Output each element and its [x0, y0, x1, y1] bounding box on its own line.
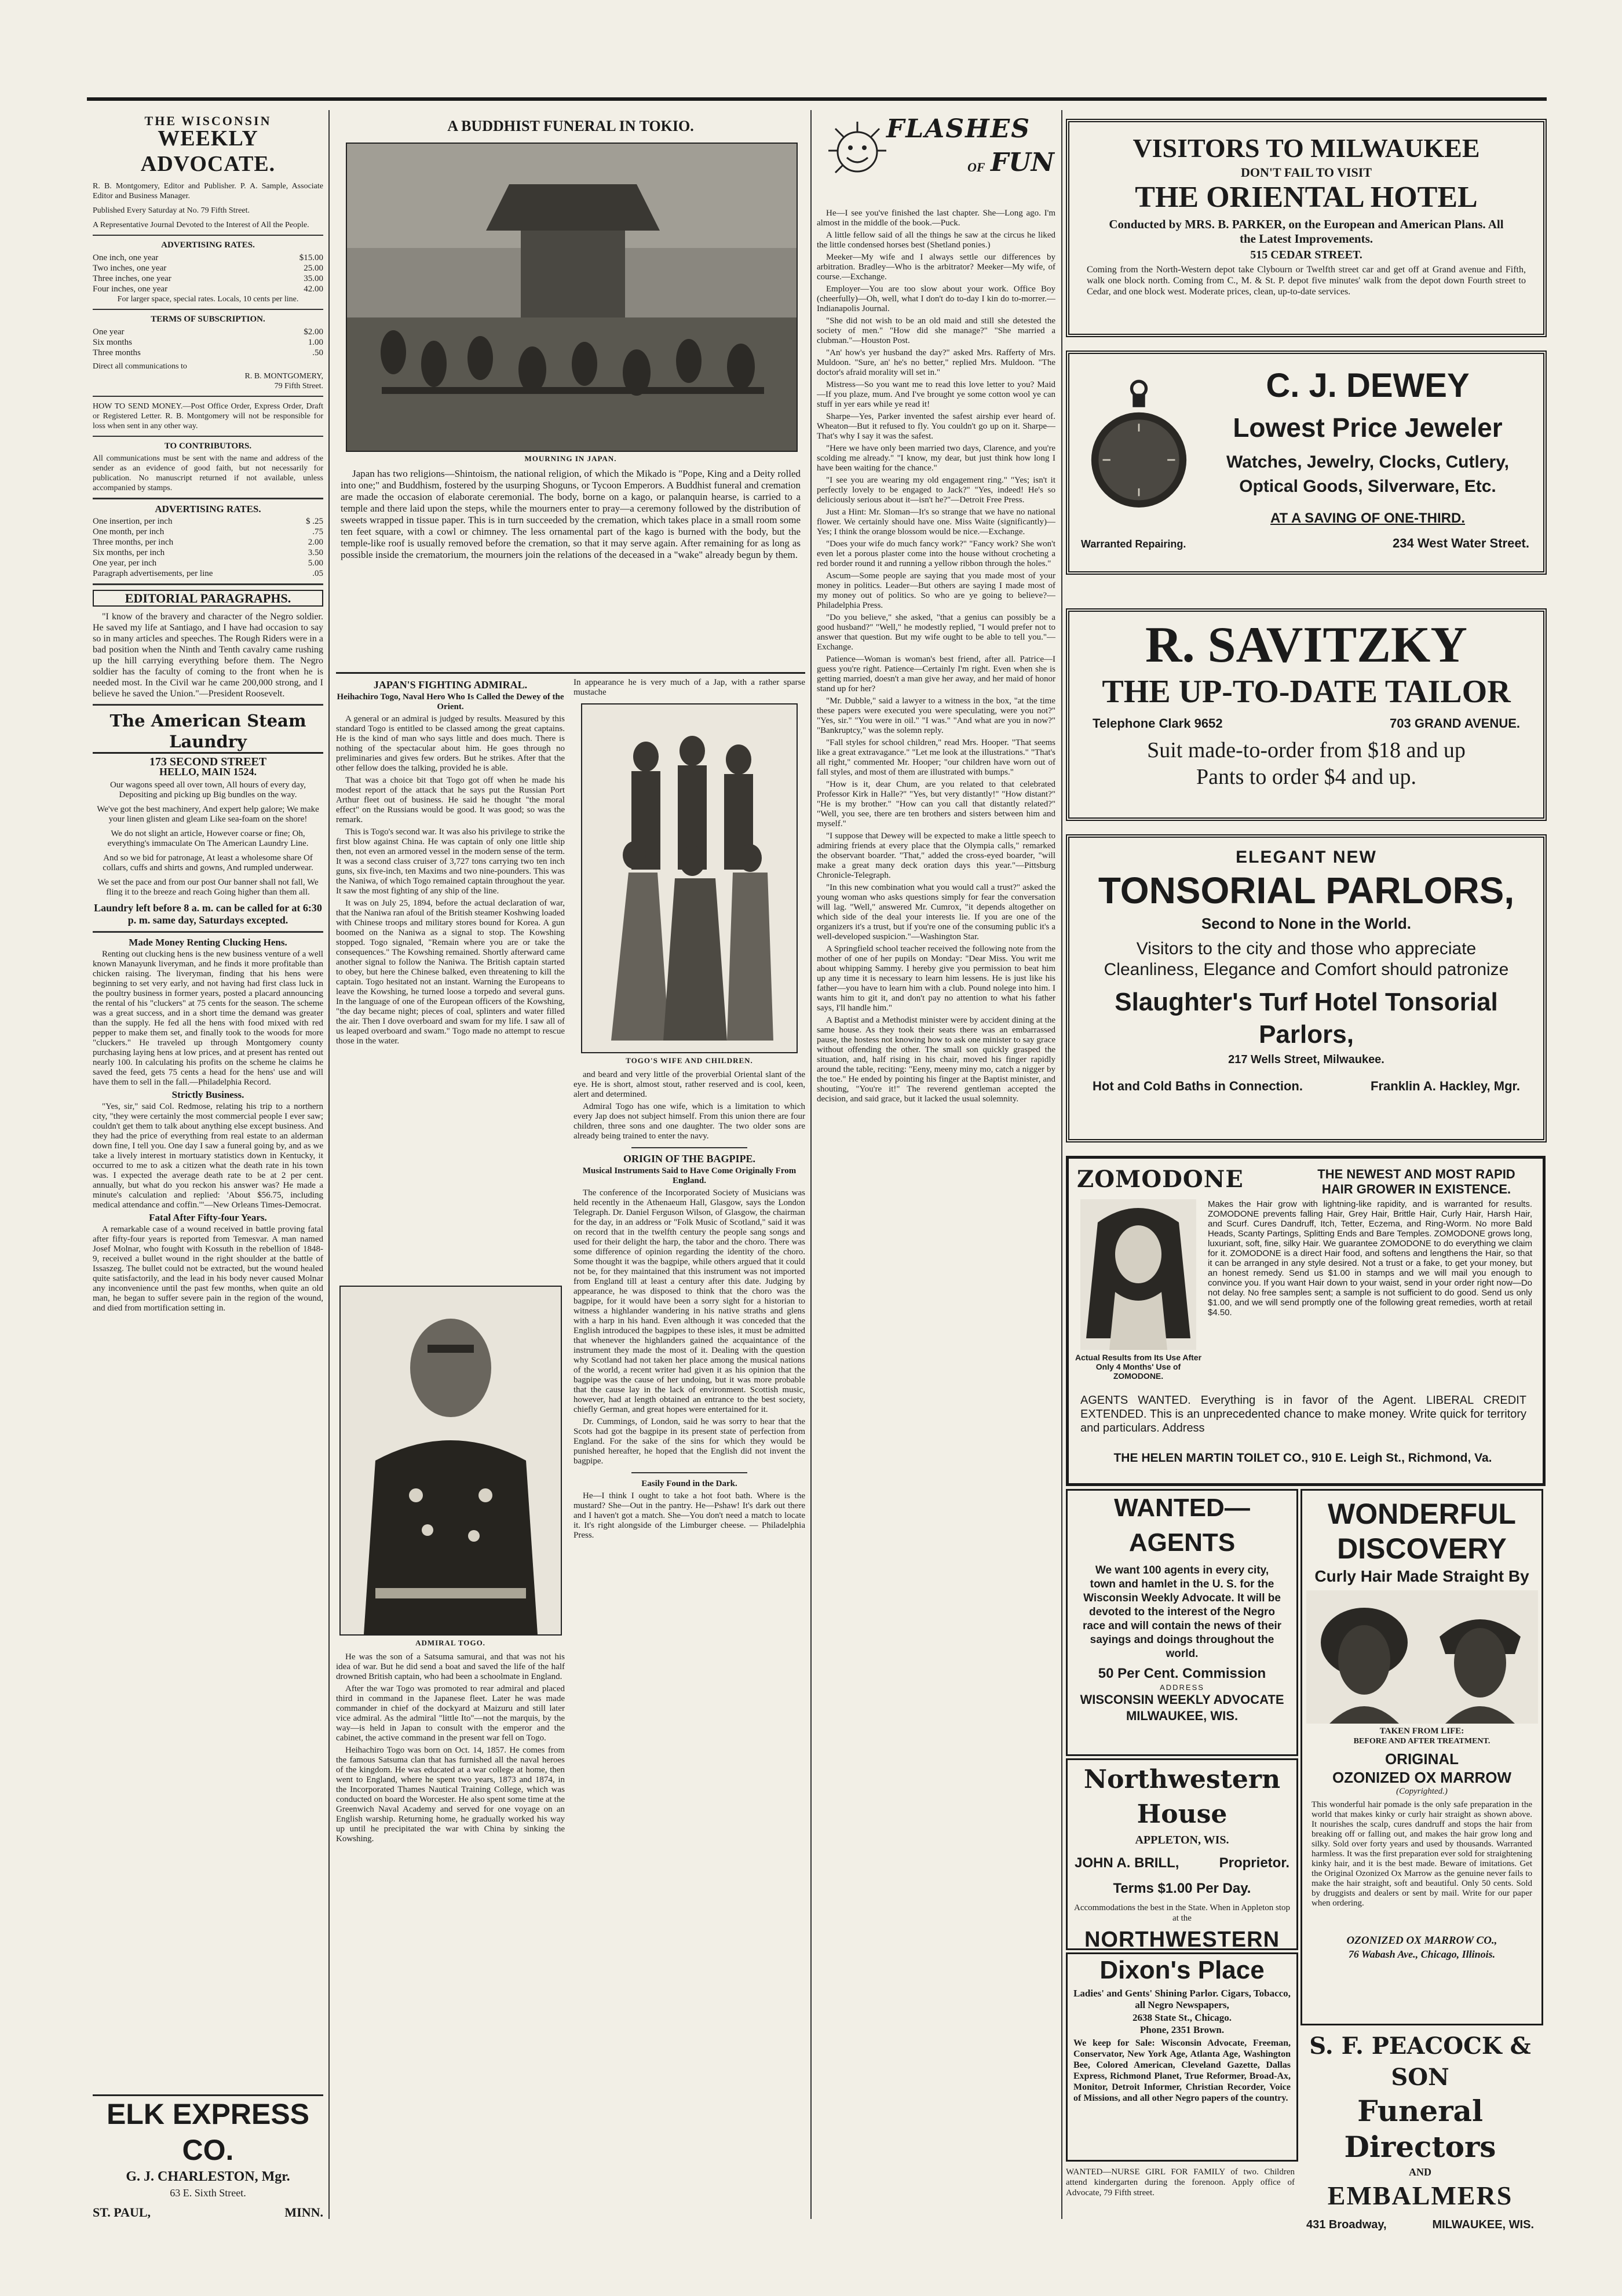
- how-to-send: HOW TO SEND MONEY.—Post Office Order, Express Order, Draft or Registered Letter. R. B. Montgomery will not be responsible for loss when sent in any other way.: [93, 402, 323, 430]
- admiral-p9: and beard and very little of the proverbial Oriental slant of the eye. He is short, almost stout, rather reserved and is cool, keen, alert and determined.: [573, 1070, 805, 1099]
- discovery-l1: WONDERFUL: [1328, 1498, 1516, 1530]
- top-rule: [87, 97, 1547, 101]
- flash-item: A Springfield school teacher received the following note from the mother of one of her pupils on Monday: "Dear Miss. You writ me about whipping Sammy. I hereby give you permission to beat him up any time it is necessary to learn him lessens. He is just like his father—you have to learn him with a club. Pound nolege into him. I wants him to git it, and don't pay no attention to what his father says, I'll handle him.": [817, 944, 1055, 1013]
- admiral-p6: After the war Togo was promoted to rear admiral and placed third in command in the Japanese fleet. Later he was made commander in chief of the dockyard at Maizuru and still later vice admiral. As the admiral "little Ito"—not the marquis, by the way—is held in Japan to consult with the emperor and the cabinet, the active command in the present war fell on Togo.: [336, 1684, 565, 1743]
- dewey-saving: AT A SAVING OF ONE-THIRD.: [1270, 510, 1465, 526]
- agents-wanted-ad: [1066, 1489, 1298, 1756]
- laundry-title: The American Steam Laundry: [93, 710, 323, 754]
- family-portrait-icon: [582, 705, 797, 1052]
- zomodone-caption: Actual Results from Its Use After Only 4 Months' Use of ZOMODONE.: [1075, 1353, 1202, 1381]
- subscription-address: 79 Fifth Street.: [274, 382, 323, 390]
- masthead-title: WEEKLY ADVOCATE.: [140, 126, 276, 176]
- flash-item: Patience—Woman is woman's best friend, after all. Patrice—I guess you're right. Patience—Certainly I'm right. Even when she is getting married, doesn't a man give her away, and her maid of honor stand up for her?: [817, 655, 1055, 693]
- discovery-l3: Curly Hair Made Straight By: [1314, 1567, 1529, 1585]
- before-after-portraits-icon: [1306, 1590, 1538, 1724]
- flash-item: "An' how's yer husband the day?" asked Mrs. Rafferty of Mrs. Muldoon. "Sure, an' he's no better," replied Mrs. Muldoon. "The doctor's afraid morality will set in.": [817, 348, 1055, 377]
- editorial-title: EDITORIAL PARAGRAPHS.: [125, 591, 291, 605]
- flash-item: "Fall styles for school children," read Mrs. Hooper. "That seems like a great extravagance." "Let me look at the illustrations." "That's all right," commented Mr. Hooper; "our children have worn out of fall styles, and most of them are illustrated with bumps.": [817, 738, 1055, 777]
- northwestern-proprietor: JOHN A. BRILL, Proprietor.: [1075, 1855, 1289, 1871]
- tonsorial-l5: Slaughter's Turf Hotel Tonsorial Parlors,: [1115, 988, 1498, 1049]
- admiral-p7: Heihachiro Togo was born on Oct. 14, 1857. He comes from the famous Satsuma clan that has furnished all the naval heroes of the kingdom. He was educated at a war college at home, then went to England, where he spent two years, 1873 and 1874, in the Incorporated Thames Nautical Training College, which was conducted on board the Worcester. He also spent some time at the Greenwich Naval Academy and served for one voyage on an English warship. Returning home, he gradually worked his way up until he precipitated the war with China by sinking the Kowshing.: [336, 1746, 565, 1844]
- subscription-name: R. B. MONTGOMERY,: [244, 372, 323, 381]
- tonsorial-l1: ELEGANT NEW: [1236, 848, 1377, 867]
- editorial-text: "I know of the bravery and character of the Negro soldier. He saved my life at Santiago, and I have had occasion to say so in many articles and speeches. The Rough Riders were in a bad position when the Ninth and Tenth cavalry came rushing up the hill carrying everything before them. The Negro soldier has the faculty of coming to the front when he is needed most. In the Civil war he came 200,000 strong, and I believe he saved the Union."—President Roosevelt.: [93, 612, 323, 699]
- tonsorial-l2: TONSORIAL PARLORS,: [1098, 870, 1515, 911]
- flashes-header: [817, 116, 1055, 209]
- peacock-l2: Funeral Directors: [1344, 2094, 1496, 2164]
- agents-title: WANTED—AGENTS: [1114, 1494, 1250, 1557]
- flashes-title: FLASHES: [886, 116, 1031, 144]
- tonsorial-l6: 217 Wells Street, Milwaukee.: [1228, 1053, 1384, 1066]
- dewey-address: 234 West Water Street.: [1393, 536, 1529, 550]
- dixon-l4: We keep for Sale: Wisconsin Advocate, Freeman, Conservator, New York Age, Atlanta Age, Washington Bee, Colored American, Cleveland Gazette, Dallas Express, Richmond Planet, True Reformer, Broad-Ax, Monitor, Detroit Informer, Christian Recorder, Voice of Missions, and all other Negro papers of the country.: [1073, 2038, 1291, 2103]
- flash-item: "I suppose that Dewey will be expected to make a little speech to admiring friends at every place that the Olympia calls," remarked the observant boarder. "That," added the cross-eyed boarder, "will make a great many deck oration days this year."—Pittsburg Chronicle-Telegraph.: [817, 831, 1055, 880]
- peacock-address: 431 Broadway, MILWAUKEE, WIS.: [1306, 2218, 1534, 2231]
- northwestern-city: APPLETON, WIS.: [1135, 1834, 1229, 1846]
- subscription-direct: Direct all communications to: [93, 362, 187, 371]
- funeral-text: Japan has two religions—Shintoism, the national religion, of which the Mikado is "Pope, King and a Deity rolled into one;" and Buddhism, fostered by the usurping Shoguns, or Tycoon Emperors. A Buddhist funeral and cremation are made the occasion of elaborate ceremonial. The body, borne on a kago, or palanquin hearse, is carried to a temple and there laid upon the steps, while the mourners enter to pray—a ceremony followed by the distribution of sweets wrapped in tissue paper. This is in turn succeeded by the cremation, which takes place in a small room some ten feet square, with a cowl or chimney. The less ornamental part of the kago is burned with the body, but the temple-like roof is usually removed before the cremation, so that it may serve again. After remaining for as long as possible inside the crematorium, the mourners join the relations of the deceased in a "wake" already begun by them.: [341, 468, 801, 560]
- togo-family-illustration: [581, 703, 798, 1053]
- contributors-text: All communications must be sent with the name and address of the sender as an evidence of good faith, but not necessarily for publication. No manuscript returned if not available, unless accompanied by stamps.: [93, 454, 323, 492]
- rate-row: One year $2.00: [93, 327, 323, 337]
- bagpipe-column: [573, 678, 805, 2219]
- savitzky-phone: Telephone Clark 9652: [1093, 716, 1223, 731]
- rate-row: One year, per inch 5.00: [93, 559, 323, 568]
- small-rates-note: For larger space, special rates. Locals, 10 cents per line.: [117, 295, 299, 304]
- flash-item: Ascum—Some people are saying that you made most of your money in politics. Leader—But others are saying I made most of my money out of politics. So who are ye going to believe?—Philadelphia Press.: [817, 571, 1055, 610]
- rate-row: Three inches, one year 35.00: [93, 274, 323, 283]
- dewey-repair: Warranted Repairing.: [1081, 538, 1186, 550]
- editorial-header: [93, 590, 323, 607]
- discovery-co: OZONIZED OX MARROW CO.,: [1346, 1934, 1497, 1947]
- column-rule: [328, 110, 330, 2219]
- elk-address: 63 E. Sixth Street.: [170, 2187, 246, 2199]
- verse: We've got the best machinery, And expert help galore; We make your linen glisten and gleam Like sea-foam on the shore!: [97, 805, 319, 824]
- flashes-of: OF: [967, 160, 985, 174]
- subscription-title: TERMS OF SUBSCRIPTION.: [151, 315, 265, 324]
- agents-commission: 50 Per Cent. Commission: [1098, 1666, 1266, 1681]
- small-rates-table: [93, 253, 323, 294]
- flash-item: A little fellow said of all the things he saw at the circus he liked the little condensed horses best (Shetland ponies.): [817, 231, 1055, 250]
- discovery-copy: (Copyrighted.): [1396, 1787, 1448, 1796]
- flashes-fun: FUN: [991, 148, 1054, 177]
- flash-item: He—I see you've finished the last chapter. She—Long ago. I'm almost in the middle of the book.—Puck.: [817, 209, 1055, 228]
- rate-row: Six months 1.00: [93, 338, 323, 347]
- northwestern-terms: Terms $1.00 Per Day.: [1113, 1881, 1251, 1896]
- fifty-title: Fatal After Fifty-four Years.: [149, 1212, 267, 1223]
- family-caption: TOGO'S WIFE AND CHILDREN.: [626, 1056, 753, 1065]
- northwestern-house-ad: [1066, 1758, 1298, 1950]
- dark-title: Easily Found in the Dark.: [641, 1479, 737, 1488]
- peacock-l3: EMBALMERS: [1327, 2181, 1513, 2210]
- discovery-l2: DISCOVERY: [1337, 1532, 1507, 1565]
- zomodone-head: THE NEWEST AND MOST RAPID HAIR GROWER IN EXISTENCE.: [1317, 1167, 1515, 1196]
- dark-text: He—I think I ought to take a hot foot bath. Where is the mustard? She—Out in the pantry. He—Pshaw! It's dark out there and I haven't got a match. She—You don't need a match to locate it. It's right alongside of the Limburger cheese. — Philadelphia Press.: [573, 1491, 805, 1540]
- rate-row: Paragraph advertisements, per line .05: [93, 569, 323, 578]
- northwestern-name: NORTHWESTERN: [1084, 1928, 1280, 1950]
- masthead-editors: R. B. Montgomery, Editor and Publisher. P. A. Sample, Associate Editor and Business Manager.: [93, 182, 323, 200]
- discovery-text: This wonderful hair pomade is the only safe preparation in the world that makes kinky or curly hair straight as shown above. It nourishes the scalp, cures dandruff and stops the hair from breaking off or falling out, and makes the hair grow long and silky. Sold over forty years and used by thousands. Warranted harmless. It was the first preparation ever sold for straightening kinky hair, and it is the best made. Beware of imitations. Get the Original Ozonized Ox Marrow as the genuine never fails to make the hair straight, soft and beautiful. Only 50 cents. Sold by druggists and dealers or sent by mail. Write for our paper when ordering.: [1312, 1800, 1532, 1908]
- tonsorial-footer: [1093, 1079, 1520, 1094]
- admiral-p3: This is Togo's second war. It was also his privilege to strike the first blow against China. He was captain of only one little ship then, not even an armored vessel in the modern sense of the term. It was a second class cruiser of 3,727 tons carrying two ten inch guns, six five-inch, ten Maxims and two nine-pounders. This was the Naniwa, of which Togo remained captain throughout the year. It saw the most fighting of any ship of the line.: [336, 827, 565, 896]
- funeral-article: [336, 116, 805, 672]
- agents-paper: WISCONSIN WEEKLY ADVOCATE: [1080, 1692, 1284, 1707]
- rate-row: One inch, one year $15.00: [93, 253, 323, 262]
- dewey-jeweler-ad: [1066, 351, 1547, 575]
- oriental-l2: DON'T FAIL TO VISIT: [1240, 165, 1372, 180]
- subscription-table: [93, 327, 323, 358]
- zomodone-text: Makes the Hair grow with lightning-like rapidity, and is warranted for results. ZOMODONE prevents falling Hair, Grey Hair, Brittle Hair, Curly Hair, Harsh Hair, and Scurf. Cures Dandruff, Itch, Tetter, Eczema, and Ring-Worm. No more Bald Heads, Scanty Partings, Splitting Ends and Bare Temples. ZOMODONE grows long, luxuriant, soft, fine, silky Hair. We guarantee ZOMODONE to do everything we claim for it. ZOMODONE is a direct Hair food, and softens and lengthens the Hair, so that it can be arranged in any style desired. Not a trust or a fake, to get your money, but an honest remedy. Send us $1.00 in stamps and we will mail you enough to convince you. If you want Hair down to your waist, send in your order right now—Do not delay. No free samples sent; a sample is not sufficient to do good. Send us only $1.00, and we will send promptly one of the following great remedies, worth at retail $4.50.: [1208, 1199, 1532, 1317]
- dewey-tag: Lowest Price Jeweler: [1233, 413, 1503, 443]
- dixons-place-ad: [1066, 1952, 1298, 2162]
- tonsorial-l7: Hot and Cold Baths in Connection.: [1093, 1079, 1303, 1093]
- rate-row: One month, per inch .75: [93, 527, 323, 536]
- pocket-watch-icon: [1087, 377, 1191, 522]
- laundry-street: 173 SECOND STREET: [149, 755, 267, 768]
- section-rule: [336, 672, 805, 674]
- business-text: "Yes, sir," said Col. Redmose, relating his trip to a northern city, "they were certainly the most commercial people I ever saw; couldn't get them to talk about anything else except business. And they had the price of everything from real estate to an alderman down fine, I tell you. One day I saw a funeral going by, and as we take a lively interest in mortuary statistics down in Kentucky, it occurred to me to ask a citizen what the death rate in his town was. I expected the average death rate to be at 2 per cent. annually, but what do you reckon his answer was? He made a minute's calculation and replied: 'About $56.75, including medical attendance and coffin.'"—New Orleans Times-Democrat.: [93, 1102, 323, 1210]
- flash-item: "I see you are wearing my old engagement ring." "Yes; isn't it perfectly lovely to be engaged to Jack?" "Yes, indeed! He's so deliciously serious about it—isn't he?"—Detroit Free Press.: [817, 476, 1055, 505]
- funeral-illustration: [346, 143, 798, 452]
- savitzky-offer2: Pants to order $4 and up.: [1196, 765, 1416, 789]
- rate-row: Six months, per inch 3.50: [93, 548, 323, 557]
- rate-row: Two inches, one year 25.00: [93, 264, 323, 273]
- oriental-l4: Conducted by MRS. B. PARKER, on the European and American Plans. All the Latest Improvements.: [1109, 217, 1504, 246]
- dewey-name: C. J. DEWEY: [1266, 367, 1470, 404]
- flash-item: Just a Hint: Mr. Sloman—It's so strange that we have no national flower. We certainly should have one. Miss Waite (significantly)—Yes; I think the orange blossom would be nice.—Exchange.: [817, 508, 1055, 536]
- dixon-l2: 2638 State St., Chicago.: [1133, 2012, 1232, 2023]
- laundry-verses: [93, 780, 323, 897]
- dixon-l1: Ladies' and Gents' Shining Parlor. Cigars, Tobacco, all Negro Newspapers,: [1073, 1988, 1291, 2010]
- admiral-title: JAPAN'S FIGHTING ADMIRAL.: [373, 679, 528, 691]
- elk-manager: G. J. CHARLESTON, Mgr.: [126, 2169, 290, 2184]
- oriental-l5: 515 CEDAR STREET.: [1250, 249, 1362, 261]
- oriental-l6: Coming from the North-Western depot take Clybourn or Twelfth street car and get off at Grand avenue and Fifth, walk one block north. Coming from C., M. & St. P. depot five minutes' walk from the depot down Fourth street to Cedar, and one block west. Moderate prices, clean, up-to-date services.: [1087, 265, 1526, 297]
- zomodone-agents: AGENTS WANTED. Everything is in favor of the Agent. LIBERAL CREDIT EXTENDED. This is an unprecedented chance to make money. Write quick for territory and particulars. Address: [1080, 1394, 1526, 1434]
- tonsorial-parlors-ad: [1066, 834, 1547, 1142]
- oriental-l1: VISITORS TO MILWAUKEE: [1133, 133, 1480, 163]
- tonsorial-l3: Second to None in the World.: [1201, 915, 1412, 932]
- admiral-p1: A general or an admiral is judged by results. Measured by this standard Togo is entitled to be classed among the great captains. He is the kind of man who says little and does much. There is nothing of the spectacular about him. He goes through no preliminaries and gives few orders. But he strikes. After that the other fellow does the talking, provided he is able.: [336, 714, 565, 773]
- flash-item: Employer—You are too slow about your work. Office Boy (cheerfully)—Oh, well, what I don't do to-day I kin do to-morrer.—Indianapolis Journal.: [817, 284, 1055, 313]
- peacock-funeral-ad: [1300, 2031, 1540, 2231]
- laundry-notice: Laundry left before 8 a. m. can be called for at 6:30 p. m. same day, Saturdays excepted.: [94, 902, 322, 926]
- savitzky-address: 703 GRAND AVENUE.: [1390, 716, 1520, 731]
- dixon-title: Dixon's Place: [1099, 1956, 1265, 1984]
- verse: Our wagons speed all over town, All hours of every day, Depositing and picking up Big bundles on the way.: [109, 780, 306, 800]
- zomodone-name: ZOMODONE: [1077, 1166, 1244, 1193]
- peacock-and: AND: [1409, 2166, 1431, 2178]
- admiral-portrait-icon: [341, 1287, 561, 1634]
- verse: We set the pace and from our post Our banner shall not fall, We fling it to the breeze and reach Going higher than them all.: [97, 878, 319, 897]
- fifty-text: A remarkable case of a wound received in battle proving fatal after fifty-four years is reported from Temesvar. A man named Josef Molnar, who fought with Kossuth in the rebellion of 1848-9, received a bullet wound in the right shoulder at the battle of Issaszeg. The bullet could not be extracted, but the wound healed quite satisfactorily, and the lead in his body never caused Molnar any inconvenience until the past few months, when quite an old man, he began to suffer severe pain in the region of the wound, and died from mortification setting in.: [93, 1225, 323, 1313]
- dixon-l3: Phone, 2351 Brown.: [1139, 2024, 1225, 2035]
- zomodone-ad: [1066, 1156, 1546, 1486]
- tonsorial-l8: Franklin A. Hackley, Mgr.: [1371, 1079, 1520, 1093]
- admiral-p5: He was the son of a Satsuma samurai, and that was not his idea of war. But he did send a boat and saved the life of the half drowned British captain, who had been a schoolmate in England.: [336, 1652, 565, 1681]
- verse: And so we bid for patronage, At least a wholesome share Of collars, cuffs and shirts and gowns, And rumpled underwear.: [103, 853, 313, 873]
- savitzky-offer1: Suit made-to-order from $18 and up: [1147, 738, 1466, 762]
- flash-item: Mistress—So you want me to read this love letter to you? Maid—If you plaze, mum. And I've brought ye some cotton wool ye can stuff in yer ears while ye read it!: [817, 380, 1055, 409]
- flash-item: "Do you believe," she asked, "that a genius can possibly be a good husband?" "Well," he modestly replied, "I would prefer not to answer that question. But my wife ought to be able to tell you."—Exchange.: [817, 613, 1055, 652]
- admiral-p10: Admiral Togo has one wife, which is a limitation to which every Jap does not subject himself. From this union there are four children, three sons and one daughter. The two older sons are already being trained to enter the navy.: [573, 1102, 805, 1141]
- northwestern-accom: Accommodations the best in the State. When in Appleton stop at the: [1073, 1903, 1290, 1923]
- discovery-orig: ORIGINAL: [1384, 1750, 1459, 1768]
- admiral-p8: In appearance he is very much of a Jap, with a rather sparse mustache: [573, 678, 805, 697]
- masthead-published: Published Every Saturday at No. 79 Fifth Street.: [93, 206, 250, 215]
- savitzky-tailor-ad: [1066, 608, 1547, 821]
- masthead-journal: A Representative Journal Devoted to the Interest of All the People.: [93, 221, 309, 229]
- column-rule: [1061, 110, 1062, 2219]
- flash-item: "How is it, dear Chum, are you related to that celebrated Professor Kirk in Halle?" "Yes, but very distantly!" "How distant?" "He is my brother." "How can you call that distantly related?" "Well, you see, there are ten brothers and sisters between him and myself.": [817, 780, 1055, 828]
- rate-row: Three months .50: [93, 348, 323, 357]
- savitzky-tag: THE UP-TO-DATE TAILOR: [1102, 674, 1511, 710]
- contributors-title: TO CONTRIBUTORS.: [164, 441, 252, 451]
- discovery-before: BEFORE AND AFTER TREATMENT.: [1353, 1737, 1491, 1746]
- masthead-pre: THE WISCONSIN: [144, 116, 272, 128]
- bagpipe-title: ORIGIN OF THE BAGPIPE.: [623, 1153, 756, 1165]
- flash-item: "Mr. Dubble," said a lawyer to a witness in the box, "at the time these papers were executed you were speculating, were you not?" "Yes, sir." "You were in oil." "I was." "And what are you in now?" "Bankruptcy," was the solemn reply.: [817, 696, 1055, 735]
- oriental-l3: THE ORIENTAL HOTEL: [1135, 181, 1478, 214]
- flash-item: A Baptist and a Methodist minister were by accident dining at the same house. As they took their seats there was an embarrassed pause, the hostess not knowing how to ask one minister to say grace without offending the other. The small son quickly grasped the situation, and, half rising in his chair, moved his finger rapidly around the table, reciting: "Eeny, meeny miny mo, catch a nigger by the toe." He ended by pointing his finger at the Baptist minister, and shouting, "You're it!" The reverend gentleman accepted the decision, and said grace, but it lacked the usual solemnity.: [817, 1016, 1055, 1104]
- laundry-phone: HELLO, MAIN 1524.: [159, 766, 257, 777]
- bagpipe-p1: The conference of the Incorporated Society of Musicians was held recently in the Athenaeum Hall, Glasgow, says the London Telegraph. Dr. Daniel Ferguson Wilson, of Glasgow, the chairman for the day, in an address or "Folk Music of Scotland," said it was on record that in the twelfth century the people sang songs and used for their delight the harp, the tabor and the choro. There was some difference of opinion regarding the identity of the choro. Some thought it was the bagpipe, while others argued that it could not be, for they maintained that this instrument was not imported from England till at least a century after this date. Judging by appearance, he was disposed to think that the choro was the bagpipe, for it would have been a sorry sight for a historian to witness a highlander wandering in his native straths and glens with a harp in his hand. Even although it was conceded that the English introduced the bagpipes to these isles, it must be admitted that whenever the highlanders gained the acquaintance of the instrument they made the most of it. Dealing with the question why Scotland had not taken her place among the musical nations of the world, a recent writer had given it as his opinion that the bagpipe was the cause of her undoing, but it was more probable that the cause lay in the lack of environment. Scottish music, however, had at length obtained an entrance to the best society, chiefly German, and great hopes were entertained for it.: [573, 1188, 805, 1414]
- togo-portrait: [339, 1286, 562, 1636]
- bagpipe-p2: Dr. Cummings, of London, said he was sorry to hear that the Scots had got the bagpipe in its present state of perfection from England. For the sake of the sins for which they would be punished hereafter, he hoped that the English did not invent the bagpipe.: [573, 1417, 805, 1466]
- adv-rates-title: ADVERTISING RATES.: [155, 503, 261, 514]
- admiral-subtitle: Heihachiro Togo, Naval Hero Who Is Called the Dewey of the Orient.: [337, 692, 564, 711]
- discovery-name: OZONIZED OX MARROW: [1332, 1769, 1512, 1786]
- flash-item: Meeker—My wife and I always settle our differences by arbitration. Bradley—Who is the arbitrator? Meeker—My wife, of course.—Exchange.: [817, 253, 1055, 282]
- togo-caption: ADMIRAL TOGO.: [415, 1638, 485, 1647]
- discovery-taken: TAKEN FROM LIFE:: [1379, 1726, 1464, 1736]
- rate-row: One insertion, per inch $ .25: [93, 517, 323, 526]
- nurse-wanted: WANTED—NURSE GIRL FOR FAMILY of two. Children attend kindergarten during the forenoon. Apply office of Advocate, 79 Fifth street.: [1066, 2167, 1295, 2198]
- tonsorial-l4: Visitors to the city and those who appreciate Cleanliness, Elegance and Comfort should patronize: [1104, 939, 1509, 979]
- small-rates-title: ADVERTISING RATES.: [161, 240, 255, 250]
- woman-portrait-icon: [1080, 1199, 1196, 1350]
- hens-title: Made Money Renting Clucking Hens.: [129, 937, 287, 948]
- flash-item: "Does your wife do much fancy work?" "Fancy work? She won't even let a porous plaster come into the house without crocheting a red border round it and running a yellow ribbon through the holes.": [817, 539, 1055, 568]
- column-1: [93, 116, 323, 2213]
- funeral-title: A BUDDHIST FUNERAL IN TOKIO.: [447, 118, 694, 134]
- hens-text: Renting out clucking hens is the new business venture of a well known Manayunk liveryman, and he finds it more profitable than chicken raising. The liveryman, finding that his hens were beginning to set very early, and not having had first class luck in the poultry business in former years, posted a placard announcing the rental of his "cluckers" at 75 cents for the season. The scheme was a great success, and in a short time the demand was greater than the supply. He fed all the hens with food mixed with red pepper to make them set, and finally took to the woods for more "cluckers." He traveled up through Montgomery county purchasing laying hens at low prices, and at present has rented out nearly 100. In calculating his profits on the scheme he claims he saved the feed, gets 75 cents a head for the hens' use and will have them to sell in the fall.—Philadelphia Record.: [93, 950, 323, 1087]
- funeral-engraving-icon: [347, 144, 797, 451]
- flash-item: "She did not wish to be an old maid and still she detested the society of men." "How did she manage?" "She married a clubman."—Houston Post.: [817, 316, 1055, 345]
- discovery-co-addr: 76 Wabash Ave., Chicago, Illinois.: [1348, 1948, 1496, 1960]
- elk-title: ELK EXPRESS CO.: [106, 2098, 310, 2166]
- elk-city: ST. PAUL, MINN.: [93, 2205, 323, 2220]
- wonderful-discovery-ad: [1300, 1489, 1543, 2025]
- flashes-column: [817, 116, 1055, 2219]
- dewey-items: Watches, Jewelry, Clocks, Cutlery, Optical Goods, Silverware, Etc.: [1226, 452, 1509, 496]
- admiral-p4: It was on July 25, 1894, before the actual declaration of war, that the Naniwa ran afoul of the British steamer Koshwing loaded with Chinese troops and military stores bound for Korea. A gun boomed on the Naniwa as a signal to stop. The Kowshing stopped. Togo signaled, "Remain where you are or take the consequences." The Kowshing remained. Shortly afterward came another signal to follow the Naniwa. The British captain started to obey, but here the Chinese balked, even threatening to kill the captain. Togo hesitated not an instant. Warning the Europeans to leave the Kowshing, he turned loose a torpedo and several guns. In the language of one of the European officers of the Kowshing, "the day became night; pieces of coal, splinters and water filled the air. Then I dove overboard and swam for my life. I saw all of us leaped overboard and swam." Togo made no attempt to rescue those in the water.: [336, 899, 565, 1046]
- savitzky-contact: [1093, 716, 1520, 731]
- flash-item: Sharpe—Yes, Parker invented the safest airship ever heard of. Wheaton—But it refused to fly. You couldn't go up on it. Sharpe—That's why I say it was the safest.: [817, 412, 1055, 441]
- peacock-name: S. F. PEACOCK & SON: [1309, 2032, 1531, 2091]
- agents-city: MILWAUKEE, WIS.: [1126, 1709, 1239, 1723]
- flash-item: "Here we have only been married two days, Clarence, and you're scolding me already." "I know, my dear, but just think how long I have been waiting for the chance.": [817, 444, 1055, 473]
- admiral-column: [336, 678, 565, 2219]
- agents-text: We want 100 agents in every city, town and hamlet in the U. S. for the Wisconsin Weekly Advocate. It will be devoted to the interest of the Negro race and will contain the news of their sayings and doings throughout the world.: [1082, 1564, 1282, 1660]
- column-rule: [810, 110, 812, 2219]
- admiral-p2: That was a choice bit that Togo got off when he made his modest report of the attack that he says put the Russian Port Arthur fleet out of business. He said he thought "the moral effect" on the Russians would be good. It was good; so was the remark.: [336, 776, 565, 824]
- business-title: Strictly Business.: [171, 1089, 244, 1100]
- oriental-hotel-ad: [1066, 119, 1547, 337]
- northwestern-title: Northwestern House: [1083, 1765, 1281, 1829]
- agents-address-label: ADDRESS: [1160, 1683, 1204, 1692]
- verse: We do not slight an article, However coarse or fine; Oh, everything's immaculate On The American Laundry Line.: [107, 829, 309, 848]
- rate-row: Three months, per inch 2.00: [93, 538, 323, 547]
- flash-item: "In this new combination what you would call a trust?" asked the young woman who asks questions simply for fear the conversation will lag. "Well," answered Mr. Cumrox, "it depends altogether on which side of the deal your interests lie. If you are one of the organizers it's a trust, but if you're one of the consuming public it's a well-developed suspicion."—Washington Star.: [817, 883, 1055, 941]
- rate-row: Four inches, one year 42.00: [93, 284, 323, 294]
- funeral-caption: MOURNING IN JAPAN.: [524, 454, 617, 463]
- bagpipe-subtitle: Musical Instruments Said to Have Come Originally From England.: [582, 1166, 797, 1185]
- zomodone-address: THE HELEN MARTIN TOILET CO., 910 E. Leigh St., Richmond, Va.: [1113, 1451, 1492, 1465]
- elk-express-ad: [93, 2094, 323, 2218]
- savitzky-name: R. SAVITZKY: [1145, 617, 1467, 673]
- adv-rates-table: [93, 516, 323, 579]
